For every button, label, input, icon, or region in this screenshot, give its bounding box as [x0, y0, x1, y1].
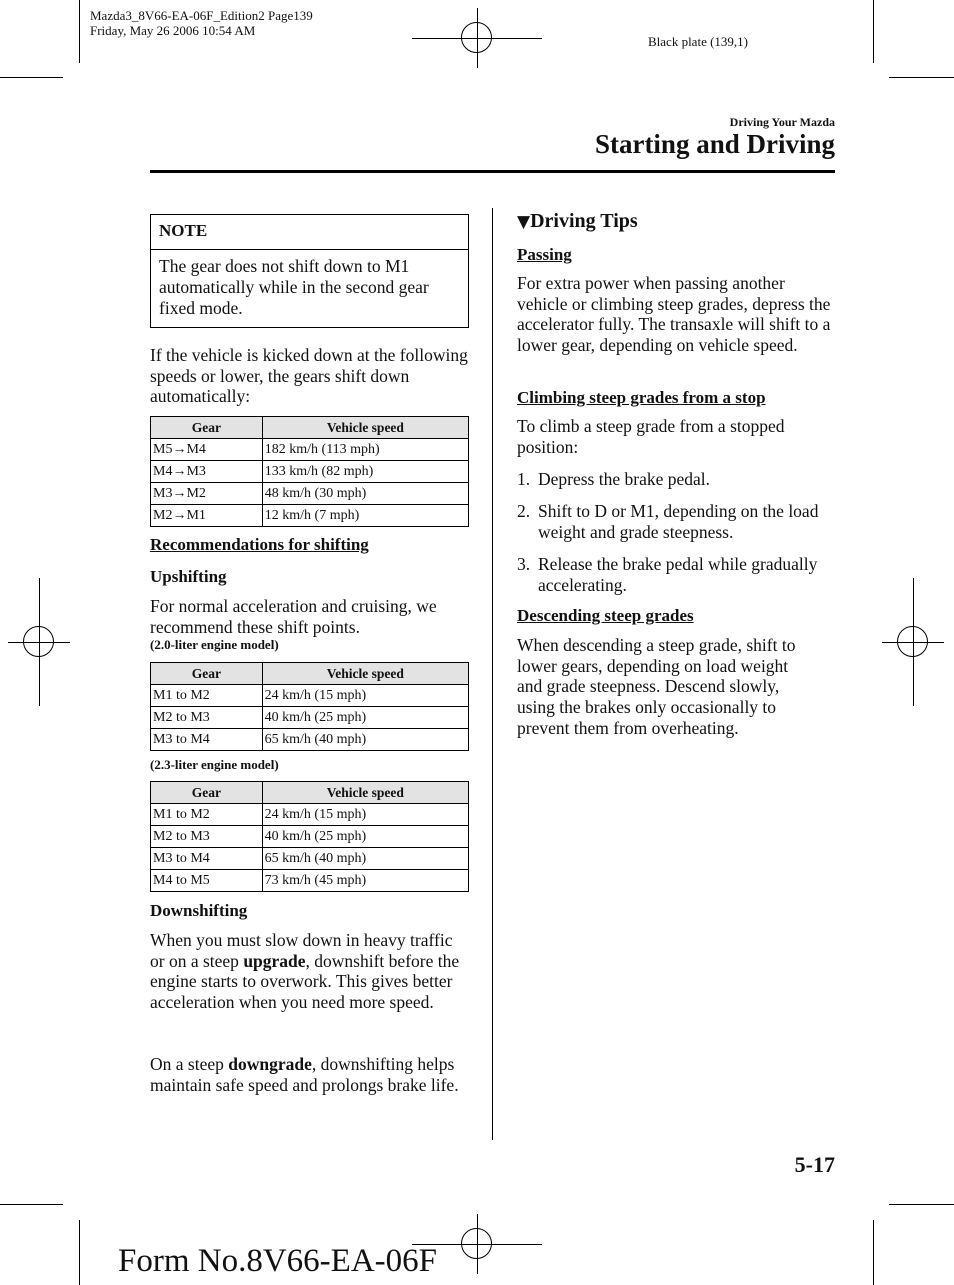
downshifting-paragraph-1 [150, 930, 470, 1013]
speed-cell: 182 km/h (113 mph) [262, 439, 468, 461]
speed-cell: 133 km/h (82 mph) [262, 461, 468, 483]
gear-cell: M1 to M2 [151, 685, 263, 707]
note-text: The gear does not shift down to M1 automatically while in the second gear fixed mode. [159, 256, 429, 318]
gear-cell: M4→M3 [151, 461, 263, 483]
speed-cell: 40 km/h (25 mph) [262, 826, 468, 848]
kickdown-intro: If the vehicle is kicked down at the following speeds or lower, the gears shift down automatically: [150, 345, 468, 407]
speed-cell: 65 km/h (40 mph) [262, 729, 468, 751]
gear-cell: M2 to M3 [151, 826, 263, 848]
column-header-gear: Gear [151, 782, 263, 804]
registration-mark-left [8, 578, 70, 706]
gear-cell: M5→M4 [151, 439, 263, 461]
step-text: Shift to D or M1, depending on the load weight and grade steepness. [538, 501, 819, 542]
downshifting-p2-bold: downgrade [228, 1054, 312, 1074]
column-header-gear: Gear [151, 663, 263, 685]
downshifting-heading: Downshifting [150, 901, 248, 920]
crop-mark [79, 1220, 80, 1285]
crop-mark [873, 0, 874, 63]
climbing-intro: To climb a steep grade from a stopped position: [517, 416, 785, 457]
form-number: Form No.8V66-EA-06F [118, 1243, 437, 1279]
downshifting-p2-a: On a steep [150, 1054, 229, 1074]
descending-heading: Descending steep grades [517, 606, 694, 625]
step-text: Depress the brake pedal. [538, 469, 711, 489]
print-header-line1: Mazda3_8V66-EA-06F_Edition2 Page139 [90, 8, 313, 23]
crop-mark [889, 77, 954, 78]
table-row [151, 707, 469, 729]
shift-table-20 [150, 662, 469, 751]
list-item [517, 554, 837, 598]
page-number: 5-17 [794, 1152, 835, 1177]
step-text: Release the brake pedal while gradually accelerating. [538, 554, 818, 595]
title-rule [150, 170, 835, 173]
table-caption-20: (2.0-liter engine model) [150, 637, 279, 652]
gear-cell: M3 to M4 [151, 848, 263, 870]
step-number: 2. [517, 501, 531, 521]
upshifting-heading: Upshifting [150, 567, 227, 586]
gear-cell: M2 to M3 [151, 707, 263, 729]
column-divider [492, 208, 493, 1140]
table-header-row [151, 663, 469, 685]
speed-cell: 40 km/h (25 mph) [262, 707, 468, 729]
speed-cell: 65 km/h (40 mph) [262, 848, 468, 870]
recommendations-heading: Recommendations for shifting [150, 535, 369, 554]
table-row [151, 870, 469, 892]
upshifting-text: For normal acceleration and cruising, we recommend these shift points. [150, 596, 437, 637]
speed-cell: 12 km/h (7 mph) [262, 505, 468, 527]
table-row [151, 848, 469, 870]
column-header-speed: Vehicle speed [262, 782, 468, 804]
note-box [150, 214, 469, 328]
shift-table-23 [150, 781, 469, 892]
print-header-line2: Friday, May 26 2006 10:54 AM [90, 23, 256, 38]
print-plate: Black plate (139,1) [648, 34, 748, 49]
crop-mark [873, 1220, 874, 1285]
gear-cell: M1 to M2 [151, 804, 263, 826]
table-row [151, 729, 469, 751]
print-header-file [90, 8, 313, 38]
triangle-down-icon: ▼ [517, 212, 531, 232]
table-row [151, 826, 469, 848]
column-header-gear: Gear [151, 417, 263, 439]
gear-cell: M4 to M5 [151, 870, 263, 892]
speed-cell: 24 km/h (15 mph) [262, 685, 468, 707]
downshifting-p2-b: , downshifting helps maintain safe speed and prolongs brake life. [150, 1054, 459, 1095]
kickdown-table [150, 416, 469, 527]
passing-heading: Passing [517, 245, 572, 264]
table-row [151, 461, 469, 483]
registration-mark-right [882, 578, 944, 706]
passing-text: For extra power when passing another vehicle or climbing steep grades, depress the accelerator fully. The transaxle will shift to a lower gear, depending on vehicle speed. [517, 273, 831, 356]
chapter-name: Driving Your Mazda [729, 115, 835, 129]
crop-mark [0, 1204, 63, 1205]
column-header-speed: Vehicle speed [262, 663, 468, 685]
gear-cell: M2→M1 [151, 505, 263, 527]
downshifting-p1-b: , downshift before the engine starts to overwork. This gives better acceleration when you need more speed. [150, 950, 460, 1013]
climbing-heading: Climbing steep grades from a stop [517, 388, 766, 407]
registration-mark-top [412, 8, 542, 68]
driving-tips-heading [517, 210, 638, 233]
table-row [151, 483, 469, 505]
speed-cell: 73 km/h (45 mph) [262, 870, 468, 892]
downshifting-p1-bold: upgrade [243, 950, 306, 971]
descending-text: When descending a steep grade, shift to lower gears, depending on load weight and grade steepness. Descend slowly, using the brakes only occasionally to prevent them from overheating. [517, 635, 796, 738]
table-header-row [151, 782, 469, 804]
table-row [151, 439, 469, 461]
table-row [151, 804, 469, 826]
downshifting-p1-a: When you must slow down in heavy traffic or on a steep [150, 930, 453, 971]
crop-mark [79, 0, 80, 63]
table-row [151, 685, 469, 707]
page-title: Starting and Driving [594, 129, 835, 159]
downshifting-paragraph-2 [150, 1054, 470, 1095]
crop-mark [889, 1204, 954, 1205]
driving-tips-title: Driving Tips [530, 210, 638, 232]
list-item [517, 501, 837, 545]
table-row [151, 505, 469, 527]
note-heading: NOTE [151, 215, 468, 250]
table-caption-23: (2.3-liter engine model) [150, 757, 279, 772]
step-number: 1. [517, 469, 531, 489]
speed-cell: 24 km/h (15 mph) [262, 804, 468, 826]
gear-cell: M3 to M4 [151, 729, 263, 751]
table-header-row [151, 417, 469, 439]
crop-mark [0, 77, 63, 78]
gear-cell: M3→M2 [151, 483, 263, 505]
speed-cell: 48 km/h (30 mph) [262, 483, 468, 505]
column-header-speed: Vehicle speed [262, 417, 468, 439]
step-number: 3. [517, 554, 531, 574]
list-item [517, 469, 837, 491]
